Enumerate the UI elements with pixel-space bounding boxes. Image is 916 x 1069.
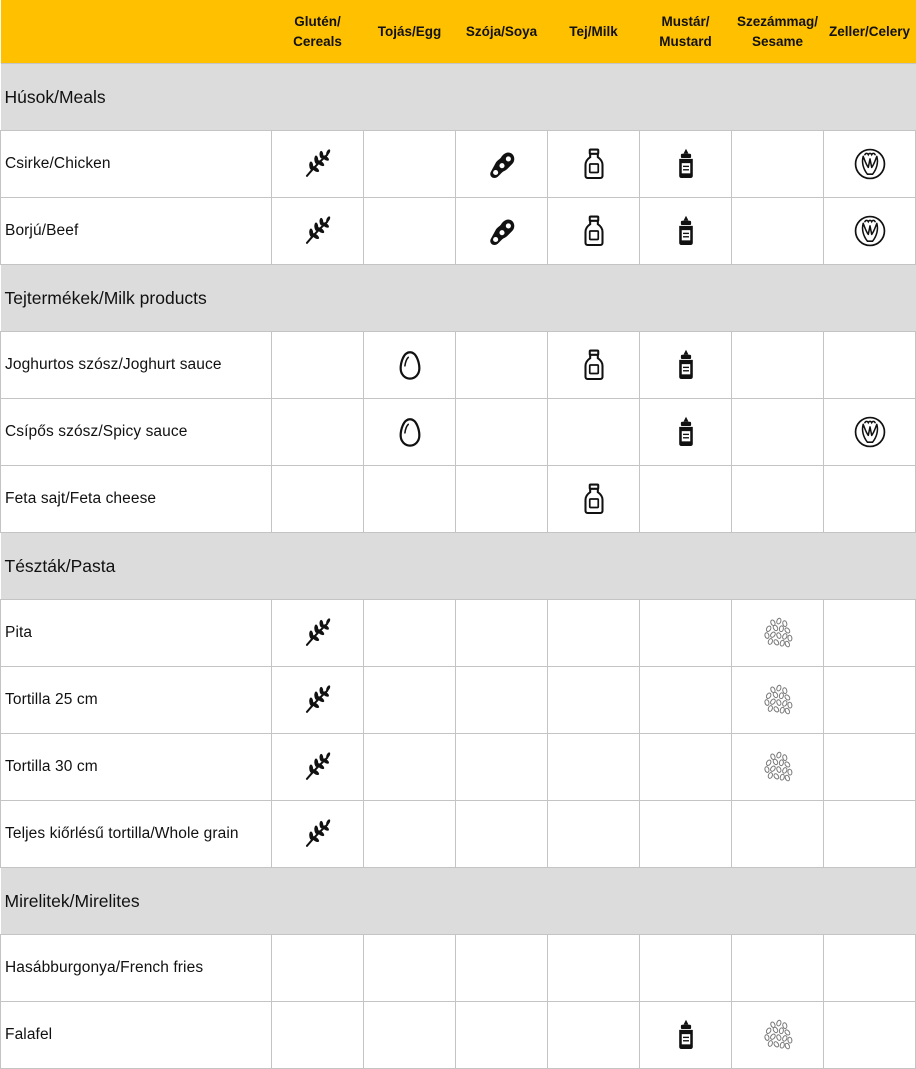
category-title: Tejtermékek/Milk products [1, 265, 916, 332]
sesame-seeds-icon [761, 758, 795, 775]
table-row [1, 600, 916, 667]
allergen-cell-soya [456, 332, 548, 399]
celery-icon [853, 155, 887, 172]
item-name: Hasábburgonya/French fries [1, 935, 272, 1002]
column-header-egg [364, 0, 456, 64]
table-row [1, 1002, 916, 1069]
allergen-cell-gluten [272, 600, 364, 667]
table-body [1, 64, 916, 1069]
allergen-cell-mustard [640, 600, 732, 667]
allergen-cell-egg [364, 131, 456, 198]
allergen-cell-milk [548, 131, 640, 198]
mustard-bottle-icon [669, 1026, 703, 1043]
egg-icon [393, 423, 427, 440]
allergen-cell-milk [548, 600, 640, 667]
allergen-cell-milk [548, 667, 640, 734]
allergen-cell-mustard [640, 935, 732, 1002]
allergen-cell-gluten [272, 466, 364, 533]
column-header-line1: Mustár/ [661, 13, 710, 29]
allergen-cell-mustard [640, 332, 732, 399]
allergen-cell-celery [824, 1002, 916, 1069]
allergen-cell-soya [456, 600, 548, 667]
celery-icon [853, 222, 887, 239]
category-title: Tészták/Pasta [1, 533, 916, 600]
milk-bottle-icon [577, 155, 611, 172]
allergen-cell-milk [548, 801, 640, 868]
allergen-cell-egg [364, 801, 456, 868]
wheat-icon [301, 691, 335, 708]
allergen-cell-gluten [272, 667, 364, 734]
soybean-icon [485, 222, 519, 239]
wheat-icon [301, 155, 335, 172]
milk-bottle-icon [577, 490, 611, 507]
allergen-cell-sesame [732, 131, 824, 198]
allergen-cell-gluten [272, 801, 364, 868]
allergen-cell-sesame [732, 935, 824, 1002]
allergen-cell-mustard [640, 667, 732, 734]
allergen-cell-egg [364, 734, 456, 801]
allergen-cell-celery [824, 600, 916, 667]
allergen-cell-egg [364, 466, 456, 533]
wheat-icon [301, 222, 335, 239]
allergen-cell-sesame [732, 801, 824, 868]
allergen-cell-celery [824, 466, 916, 533]
allergen-cell-celery [824, 935, 916, 1002]
allergen-cell-soya [456, 935, 548, 1002]
allergen-cell-egg [364, 667, 456, 734]
column-header-sesame [732, 0, 824, 64]
column-header-line2: Sesame [751, 33, 804, 49]
column-header-mustard [640, 0, 732, 64]
category-row [1, 265, 916, 332]
allergen-cell-milk [548, 935, 640, 1002]
milk-bottle-icon [577, 222, 611, 239]
item-name: Teljes kiőrlésű tortilla/Whole grain [1, 801, 272, 868]
allergen-cell-celery [824, 332, 916, 399]
category-row [1, 868, 916, 935]
allergen-cell-soya [456, 131, 548, 198]
allergen-cell-gluten [272, 131, 364, 198]
table-row [1, 466, 916, 533]
allergen-cell-celery [824, 399, 916, 466]
mustard-bottle-icon [669, 423, 703, 440]
table-row [1, 399, 916, 466]
column-header-line1: Zeller/Celery [828, 23, 911, 39]
allergen-cell-celery [824, 734, 916, 801]
column-header-gluten [272, 0, 364, 64]
item-name: Joghurtos szósz/Joghurt sauce [1, 332, 272, 399]
allergen-cell-sesame [732, 1002, 824, 1069]
table-row [1, 734, 916, 801]
allergen-cell-gluten [272, 198, 364, 265]
allergen-cell-sesame [732, 198, 824, 265]
sesame-seeds-icon [761, 1026, 795, 1043]
allergen-cell-soya [456, 399, 548, 466]
table-row [1, 935, 916, 1002]
mustard-bottle-icon [669, 155, 703, 172]
item-name: Tortilla 25 cm [1, 667, 272, 734]
wheat-icon [301, 825, 335, 842]
wheat-icon [301, 758, 335, 775]
column-header-line1: Tojás/Egg [377, 23, 442, 39]
wheat-icon [301, 624, 335, 641]
allergen-cell-egg [364, 332, 456, 399]
allergen-cell-milk [548, 466, 640, 533]
allergen-cell-mustard [640, 131, 732, 198]
allergen-cell-egg [364, 399, 456, 466]
table-row [1, 131, 916, 198]
milk-bottle-icon [577, 356, 611, 373]
item-name: Falafel [1, 1002, 272, 1069]
allergen-cell-sesame [732, 667, 824, 734]
allergen-cell-celery [824, 801, 916, 868]
allergen-cell-milk [548, 198, 640, 265]
allergen-cell-gluten [272, 1002, 364, 1069]
allergen-cell-celery [824, 198, 916, 265]
category-title: Húsok/Meals [1, 64, 916, 131]
category-row [1, 64, 916, 131]
allergen-cell-egg [364, 935, 456, 1002]
allergen-cell-mustard [640, 399, 732, 466]
allergen-cell-mustard [640, 734, 732, 801]
allergen-cell-soya [456, 466, 548, 533]
allergen-cell-soya [456, 801, 548, 868]
category-title: Mirelitek/Mirelites [1, 868, 916, 935]
item-name: Feta sajt/Feta cheese [1, 466, 272, 533]
allergen-cell-gluten [272, 935, 364, 1002]
allergen-cell-sesame [732, 734, 824, 801]
allergen-cell-soya [456, 198, 548, 265]
table-row [1, 198, 916, 265]
column-header-milk [548, 0, 640, 64]
allergen-cell-mustard [640, 801, 732, 868]
soybean-icon [485, 155, 519, 172]
column-header-line2: Mustard [659, 33, 712, 49]
allergen-cell-milk [548, 399, 640, 466]
allergen-cell-soya [456, 667, 548, 734]
allergen-cell-soya [456, 734, 548, 801]
allergen-cell-egg [364, 198, 456, 265]
allergen-cell-mustard [640, 1002, 732, 1069]
column-header-line1: Tej/Milk [569, 23, 618, 39]
table-row [1, 667, 916, 734]
allergen-cell-sesame [732, 466, 824, 533]
allergen-cell-sesame [732, 600, 824, 667]
mustard-bottle-icon [669, 356, 703, 373]
allergen-cell-milk [548, 1002, 640, 1069]
column-header-line1: Szezámmag/ [736, 13, 819, 29]
item-name: Pita [1, 600, 272, 667]
allergen-cell-milk [548, 734, 640, 801]
sesame-seeds-icon [761, 691, 795, 708]
item-name: Borjú/Beef [1, 198, 272, 265]
allergen-cell-celery [824, 667, 916, 734]
allergen-cell-milk [548, 332, 640, 399]
allergen-cell-sesame [732, 399, 824, 466]
header-corner [1, 0, 272, 64]
column-header-line2: Cereals [293, 33, 342, 49]
celery-icon [853, 423, 887, 440]
allergen-cell-soya [456, 1002, 548, 1069]
egg-icon [393, 356, 427, 373]
column-header-celery [824, 0, 916, 64]
allergen-cell-egg [364, 1002, 456, 1069]
category-row [1, 533, 916, 600]
column-header-line1: Szója/Soya [465, 23, 538, 39]
table-row [1, 801, 916, 868]
mustard-bottle-icon [669, 222, 703, 239]
allergen-cell-mustard [640, 198, 732, 265]
column-header-soya [456, 0, 548, 64]
item-name: Csirke/Chicken [1, 131, 272, 198]
allergen-cell-mustard [640, 466, 732, 533]
allergen-cell-gluten [272, 399, 364, 466]
table-row [1, 332, 916, 399]
allergen-cell-egg [364, 600, 456, 667]
allergen-cell-gluten [272, 332, 364, 399]
allergen-cell-celery [824, 131, 916, 198]
column-header-line1: Glutén/ [294, 13, 341, 29]
allergen-cell-gluten [272, 734, 364, 801]
item-name: Csípős szósz/Spicy sauce [1, 399, 272, 466]
allergen-cell-sesame [732, 332, 824, 399]
header-row [1, 0, 916, 64]
item-name: Tortilla 30 cm [1, 734, 272, 801]
sesame-seeds-icon [761, 624, 795, 641]
